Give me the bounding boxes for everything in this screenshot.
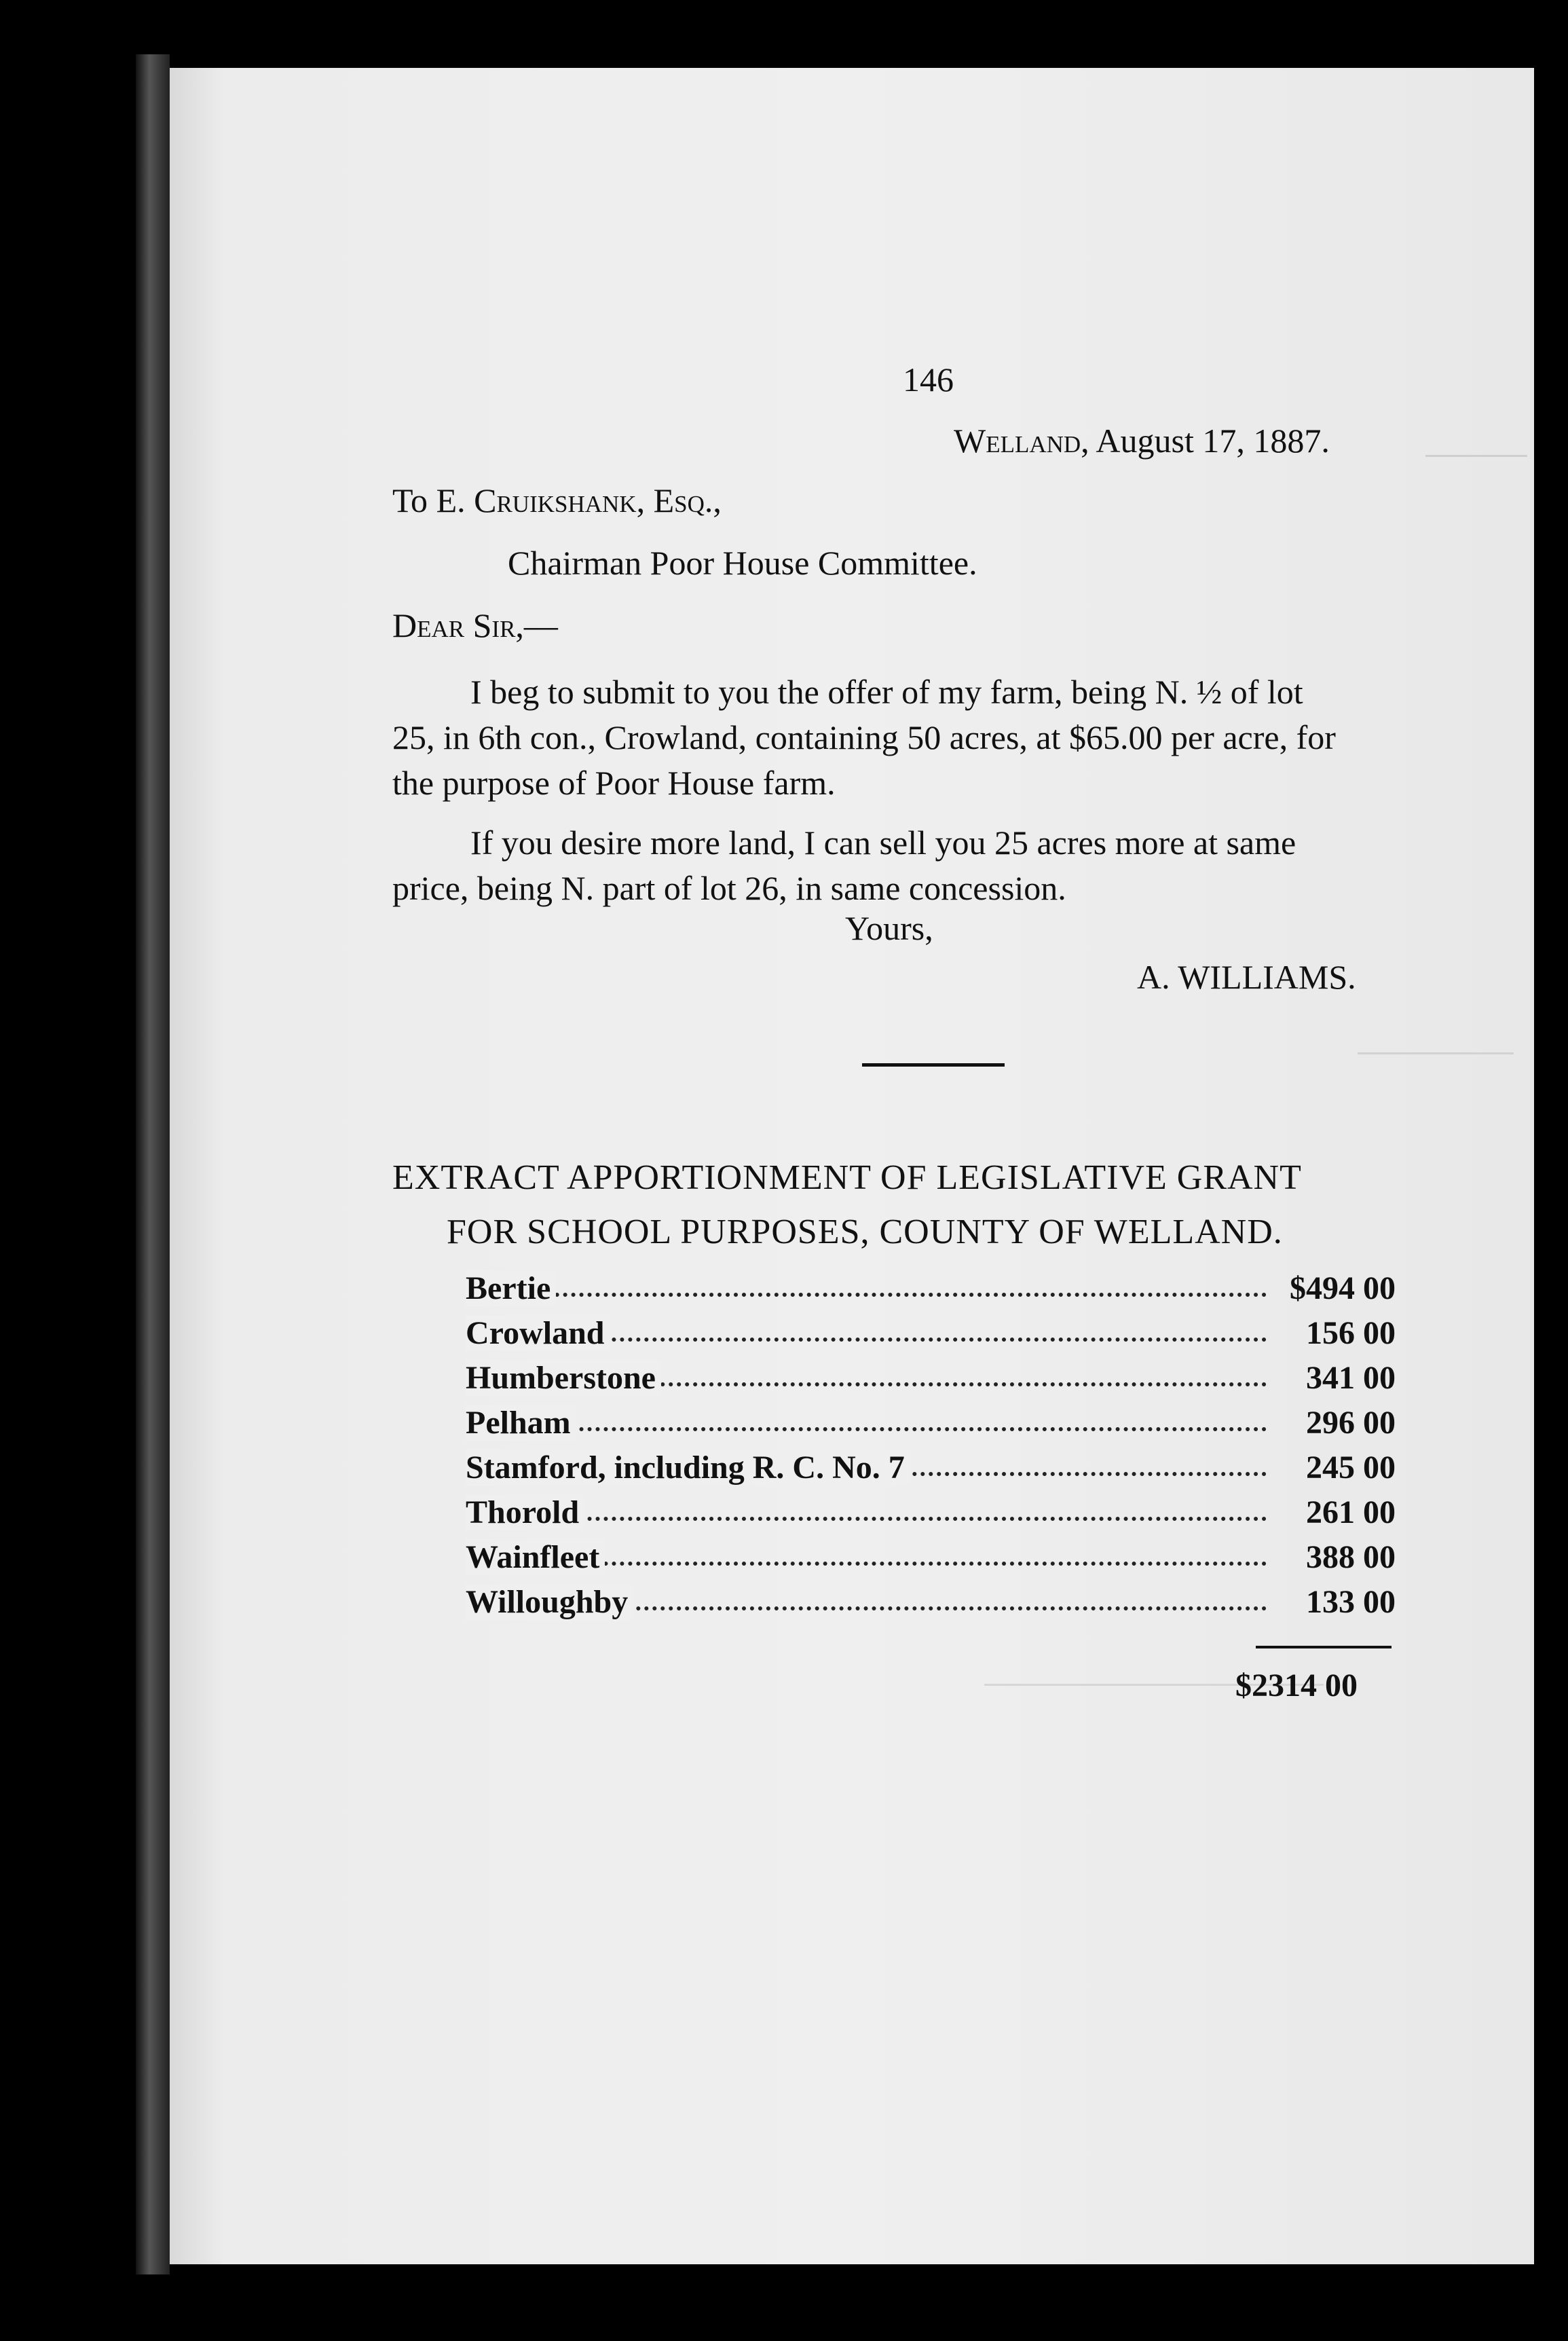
book-spine <box>136 54 170 2274</box>
leader-dots <box>466 1427 1267 1431</box>
grant-amount: 341 00 <box>1306 1360 1396 1396</box>
show-through-mark <box>1425 428 1527 457</box>
page-number: 146 <box>903 361 954 399</box>
letter-date: August 17, 1887. <box>1096 422 1330 460</box>
township-name: Stamford, including R. C. No. 7 <box>466 1450 910 1486</box>
grant-amount: 296 00 <box>1306 1405 1396 1441</box>
letter-signature: A. WILLIAMS. <box>1137 958 1356 996</box>
total-rule <box>1256 1646 1392 1648</box>
table-row <box>466 1404 1396 1442</box>
township-name: Thorold <box>466 1494 584 1530</box>
letter-dateline <box>954 421 1330 460</box>
table-row <box>466 1314 1396 1352</box>
leader-dots <box>466 1517 1267 1521</box>
leader-dots <box>466 1293 1267 1297</box>
salutation: Dear Sir,— <box>392 606 558 644</box>
grant-amount: 245 00 <box>1306 1450 1396 1486</box>
letter-recipient <box>392 481 722 520</box>
grant-amount: $494 00 <box>1290 1270 1396 1306</box>
paragraph-1-line-3: the purpose of Poor House farm. <box>392 764 836 802</box>
paragraph-1-line-1: I beg to submit to you the offer of my farm, being N. ½ of lot <box>470 673 1303 711</box>
grant-amount: 388 00 <box>1306 1539 1396 1575</box>
recipient-name: E. Cruikshank, Esq., <box>436 481 722 519</box>
extract-title-line-2: FOR SCHOOL PURPOSES, COUNTY OF WELLAND. <box>447 1213 1283 1251</box>
paragraph-2-line-2: price, being N. part of lot 26, in same concession. <box>392 869 1066 907</box>
letter-place: Welland, <box>954 422 1089 460</box>
township-name: Crowland <box>466 1315 610 1351</box>
township-name: Humberstone <box>466 1360 661 1396</box>
table-row <box>466 1270 1396 1308</box>
township-name: Willoughby <box>466 1584 633 1620</box>
grant-amount: 133 00 <box>1306 1584 1396 1620</box>
township-name: Bertie <box>466 1270 556 1306</box>
show-through-mark <box>1358 1032 1514 1054</box>
paragraph-2-line-1: If you desire more land, I can sell you 25 acres more at same <box>470 824 1296 862</box>
township-name: Wainfleet <box>466 1539 605 1575</box>
table-row <box>466 1583 1396 1621</box>
section-divider <box>862 1063 1005 1067</box>
table-row <box>466 1449 1396 1487</box>
paragraph-1-line-2: 25, in 6th con., Crowland, containing 50 acres, at $65.00 per acre, for <box>392 718 1336 756</box>
total-amount: $2314 00 <box>1235 1667 1358 1703</box>
recipient-title: Chairman Poor House Committee. <box>508 544 977 582</box>
table-row <box>466 1359 1396 1397</box>
extract-title-line-1: EXTRACT APPORTIONMENT OF LEGISLATIVE GRANT <box>392 1158 1302 1197</box>
table-row <box>466 1538 1396 1577</box>
table-row <box>466 1494 1396 1532</box>
township-name: Pelham <box>466 1405 576 1441</box>
grant-amount: 261 00 <box>1306 1494 1396 1530</box>
letter-closing: Yours, <box>845 909 933 947</box>
recipient-to: To <box>392 481 428 519</box>
grant-amount: 156 00 <box>1306 1315 1396 1351</box>
